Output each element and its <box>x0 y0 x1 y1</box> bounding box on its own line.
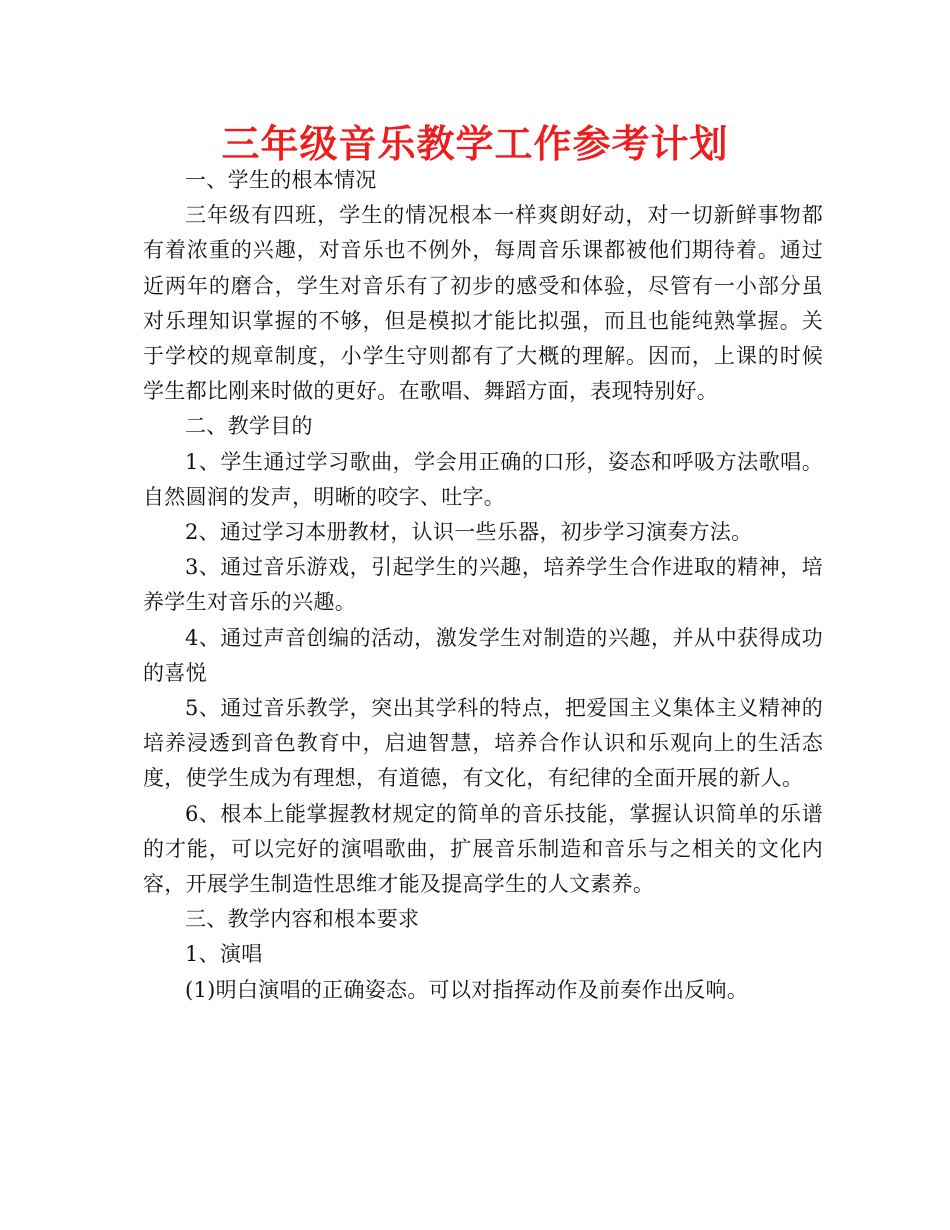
paragraph-goal-4: 4、通过声音创编的活动，激发学生对制造的兴趣，并从中获得成功的喜悦 <box>143 625 823 685</box>
section-heading-2: 二、教学目的 <box>185 414 313 439</box>
paragraph-goal-6: 6、根本上能掌握教材规定的简单的音乐技能，掌握认识简单的乐谱的才能，可以完好的演唱歌曲，扩展音乐制造和音乐与之相关的文化内容，开展学生制造性思维才能及提高学生的人文素养。 <box>143 801 823 897</box>
subsection-heading-singing: 1、演唱 <box>185 942 263 967</box>
paragraph-goal-2: 2、通过学习本册教材，认识一些乐器，初步学习演奏方法。 <box>185 520 753 545</box>
section-heading-1: 一、学生的根本情况 <box>185 168 377 192</box>
paragraph-goal-1: 1、学生通过学习歌曲，学会用正确的口形，姿态和呼吸方法歌唱。自然圆润的发声，明晰的咬字、吐字。 <box>143 449 823 509</box>
document-title: 三年级音乐教学工作参考计划 <box>221 122 729 166</box>
paragraph-goal-5: 5、通过音乐教学，突出其学科的特点，把爱国主义集体主义精神的培养浸透到音色教育中，启迪智慧，培养合作认识和乐观向上的生活态度，使学生成为有理想，有道德，有文化，有纪律的全面开展的新人。 <box>143 696 823 791</box>
paragraph-goal-3: 3、通过音乐游戏，引起学生的兴趣，培养学生合作进取的精神，培养学生对音乐的兴趣。 <box>143 555 823 615</box>
paragraph-student-situation: 三年级有四班，学生的情况根本一样爽朗好动，对一切新鲜事物都有着浓重的兴趣，对音乐也不例外，每周音乐课都被他们期待着。通过近两年的磨合，学生对音乐有了初步的感受和体验，尽管有一小部分虽对乐理知识掌握的不够，但是模拟才能比拟强，而且也能纯熟掌握。关于学校的规章制度，小学生守则都有了大概的理解。因而，上课的时候学生都比刚来时做的更好。在歌唱、舞蹈方面，表现特别好。 <box>143 203 823 404</box>
document-body <box>143 163 823 1008</box>
paragraph-singing-1: (1)明白演唱的正确姿态。可以对指挥动作及前奏作出反响。 <box>185 977 749 1002</box>
section-heading-3: 三、教学内容和根本要求 <box>185 907 420 932</box>
